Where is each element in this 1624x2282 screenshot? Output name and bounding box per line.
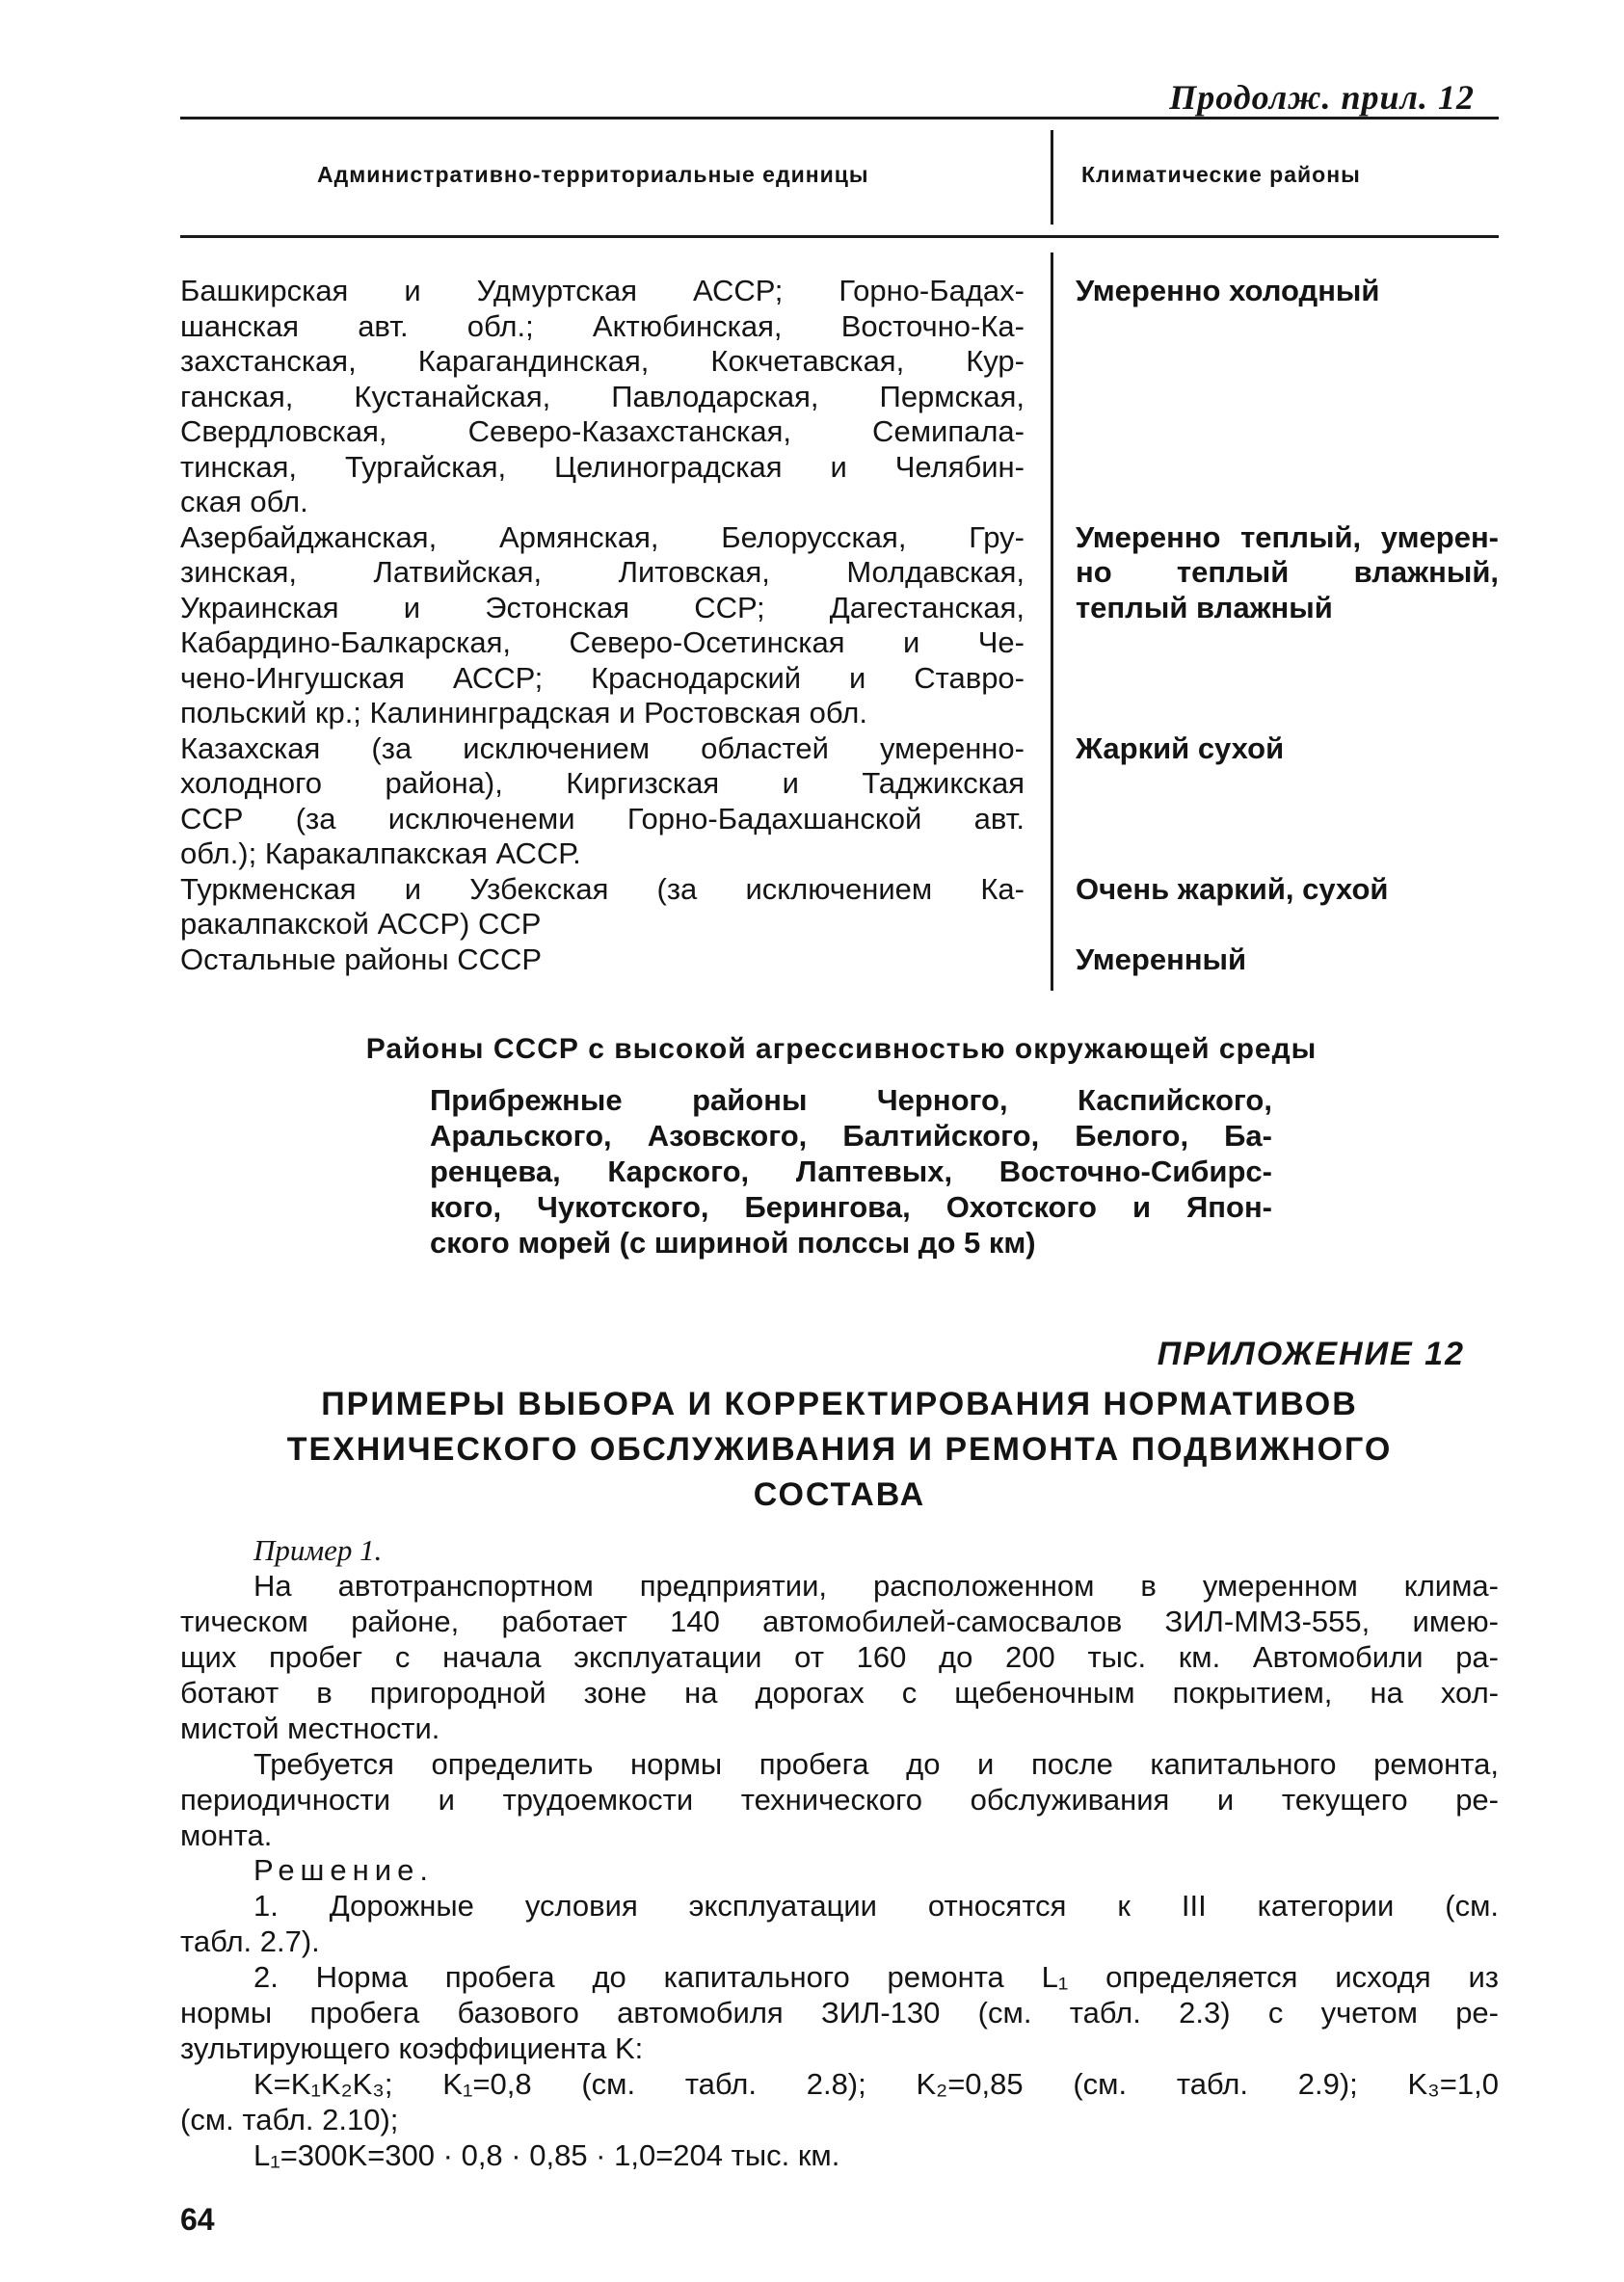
example-paragraph	[180, 1569, 1499, 1747]
text-line: кого, Чукотского, Берингова, Охотского и Япон-	[430, 1190, 1272, 1224]
units-cell	[180, 274, 1025, 520]
text-line: мистой местности.	[180, 1711, 440, 1745]
units-line: холодного района), Киргизская и Таджикская	[180, 766, 1025, 800]
text-line: зультирующего коэффициента K:	[180, 2031, 644, 2066]
text-line: 1. Дорожные условия эксплуатации относятся к III категории (см.	[253, 1889, 1499, 1924]
climate-line: но теплый влажный,	[1076, 555, 1499, 589]
climate-line: Умеренно теплый, умерен-	[1076, 519, 1499, 554]
text-line: L₁=300K=300 · 0,8 · 0,85 · 1,0=204 тыс. км.	[253, 2137, 840, 2172]
text-line: периодичности и трудоемкости технического обслуживания и текущего ре-	[180, 1782, 1499, 1817]
text-line: ботают в пригородной зоне на дорогах с щебеночным покрытием, на хол-	[180, 1675, 1499, 1710]
climate-cell	[1076, 520, 1499, 731]
units-line: ская обл.	[180, 485, 308, 518]
text-line: На автотранспортном предприятии, расположенном в умеренном клима-	[253, 1568, 1499, 1603]
units-line: Свердловская, Северо-Казахстанская, Семипала-	[180, 414, 1025, 448]
units-cell	[180, 731, 1025, 872]
units-line: тинская, Тургайская, Целиноградская и Челябин-	[180, 449, 1025, 484]
units-line: шанская авт. обл.; Актюбинская, Восточно-Ка-	[180, 308, 1025, 343]
climate-cell	[1076, 731, 1499, 872]
example-body	[180, 1533, 1499, 2174]
climate-line: Жаркий сухой	[1076, 730, 1285, 765]
text-line: (см. табл. 2.10);	[180, 2103, 399, 2136]
table-top-rule	[180, 117, 1499, 119]
climate-cell	[1076, 274, 1499, 520]
units-line: ракалпакской АССР) ССР	[180, 907, 542, 941]
climate-line: Очень жаркий, сухой	[1076, 871, 1389, 906]
units-line: захстанская, Карагандинская, Кокчетавская, Кур-	[180, 344, 1025, 378]
units-line: ССР (за исключенеми Горно-Бадахшанской авт.	[180, 801, 1025, 836]
units-line: Кабардино-Балкарская, Северо-Осетинская и Че-	[180, 625, 1025, 659]
mileage-formula	[180, 2138, 1499, 2174]
text-line: K=K₁K₂K₃; K₁=0,8 (см. табл. 2.8); K₂=0,85 (см. табл. 2.9); K₃=1,0	[253, 2067, 1499, 2102]
units-cell	[180, 520, 1025, 731]
units-line: польский кр.; Калининградская и Ростовская обл.	[180, 696, 867, 730]
appendix-title-line: ТЕХНИЧЕСКОГО ОБСЛУЖИВАНИЯ И РЕМОНТА ПОДВИЖНОГО	[286, 1431, 1393, 1468]
text-line: монта.	[180, 1818, 273, 1852]
units-cell	[180, 942, 1025, 978]
solution-step-1	[180, 1889, 1499, 1960]
appendix-title-line: СОСТАВА	[753, 1476, 926, 1513]
units-cell	[180, 872, 1025, 942]
text-line: Решение.	[253, 1853, 434, 1888]
units-line: ганская, Кустанайская, Павлодарская, Пермская,	[180, 379, 1025, 413]
solution-heading	[180, 1853, 1499, 1889]
text-line: 2. Норма пробега до капитального ремонта L₁ определяется исходя из	[253, 1960, 1499, 1995]
units-line: Остальные районы СССР	[180, 942, 543, 976]
requirement-paragraph	[180, 1747, 1499, 1854]
climate-table-body	[180, 274, 1499, 977]
table-row	[180, 731, 1499, 872]
text-line: нормы пробега базового автомобиля ЗИЛ-130 (см. табл. 2.3) с учетом ре-	[180, 1996, 1499, 2030]
table-row	[180, 520, 1499, 731]
text-line: Пример 1.	[253, 1533, 383, 1567]
text-line: ского морей (с шириной полссы до 5 км)	[430, 1226, 1036, 1260]
table-header-rule	[180, 235, 1499, 238]
text-line: тическом районе, работает 140 автомобилей-самосвалов ЗИЛ-ММЗ-555, имею-	[180, 1604, 1499, 1638]
table-row	[180, 274, 1499, 520]
text-line: Требуется определить нормы пробега до и после капитального ремонта,	[253, 1746, 1499, 1781]
continuation-header: Продолж. прил. 12	[1169, 78, 1475, 117]
text-line: щих пробег с начала эксплуатации от 160 до 200 тыс. км. Автомобили ра-	[180, 1639, 1499, 1674]
units-line: Азербайджанская, Армянская, Белорусская, Гру-	[180, 519, 1025, 554]
table-row	[180, 872, 1499, 942]
climate-cell	[1076, 872, 1499, 942]
text-line: Прибрежные районы Черного, Каспийского,	[430, 1083, 1272, 1117]
table-header-divider	[1051, 130, 1053, 225]
climate-line: Умеренный	[1076, 942, 1247, 976]
units-line: чено-Ингушская АССР; Краснодарский и Ставро-	[180, 660, 1025, 695]
table-row	[180, 942, 1499, 978]
units-line: Башкирская и Удмуртская АССР; Горно-Бадах-	[180, 274, 1025, 307]
aggressive-regions-text	[430, 1082, 1272, 1260]
coefficient-formula	[180, 2067, 1499, 2138]
text-line: ренцева, Карского, Лаптевых, Восточно-Сибирс-	[430, 1154, 1272, 1188]
appendix-label: ПРИЛОЖЕНИЕ 12	[1157, 1336, 1465, 1372]
climate-line: Умеренно холодный	[1076, 274, 1380, 307]
units-line: зинская, Латвийская, Литовская, Молдавская,	[180, 555, 1025, 589]
units-line: обл.); Каракалпакская АССР.	[180, 836, 581, 870]
units-line: Украинская и Эстонская ССР; Дагестанская,	[180, 590, 1025, 624]
solution-step-2	[180, 1960, 1499, 2067]
climate-cell	[1076, 942, 1499, 978]
appendix-title-line: ПРИМЕРЫ ВЫБОРА И КОРРЕКТИРОВАНИЯ НОРМАТИВОВ	[321, 1386, 1358, 1422]
units-line: Казахская (за исключением областей умеренно-	[180, 730, 1025, 765]
column-header-units: Административно-территориальные единицы	[317, 162, 869, 187]
example-heading	[180, 1533, 1499, 1569]
page-number: 64	[180, 2202, 215, 2237]
aggressive-regions-title: Районы СССР с высокой агрессивностью окружающей среды	[365, 1033, 1318, 1065]
column-header-climate: Климатические районы	[1081, 162, 1361, 187]
text-line: Аральского, Азовского, Балтийского, Белого, Ба-	[430, 1119, 1272, 1153]
text-line: табл. 2.7).	[180, 1924, 320, 1959]
climate-line: теплый влажный	[1076, 590, 1333, 624]
units-line: Туркменская и Узбекская (за исключением Ка-	[180, 871, 1025, 906]
